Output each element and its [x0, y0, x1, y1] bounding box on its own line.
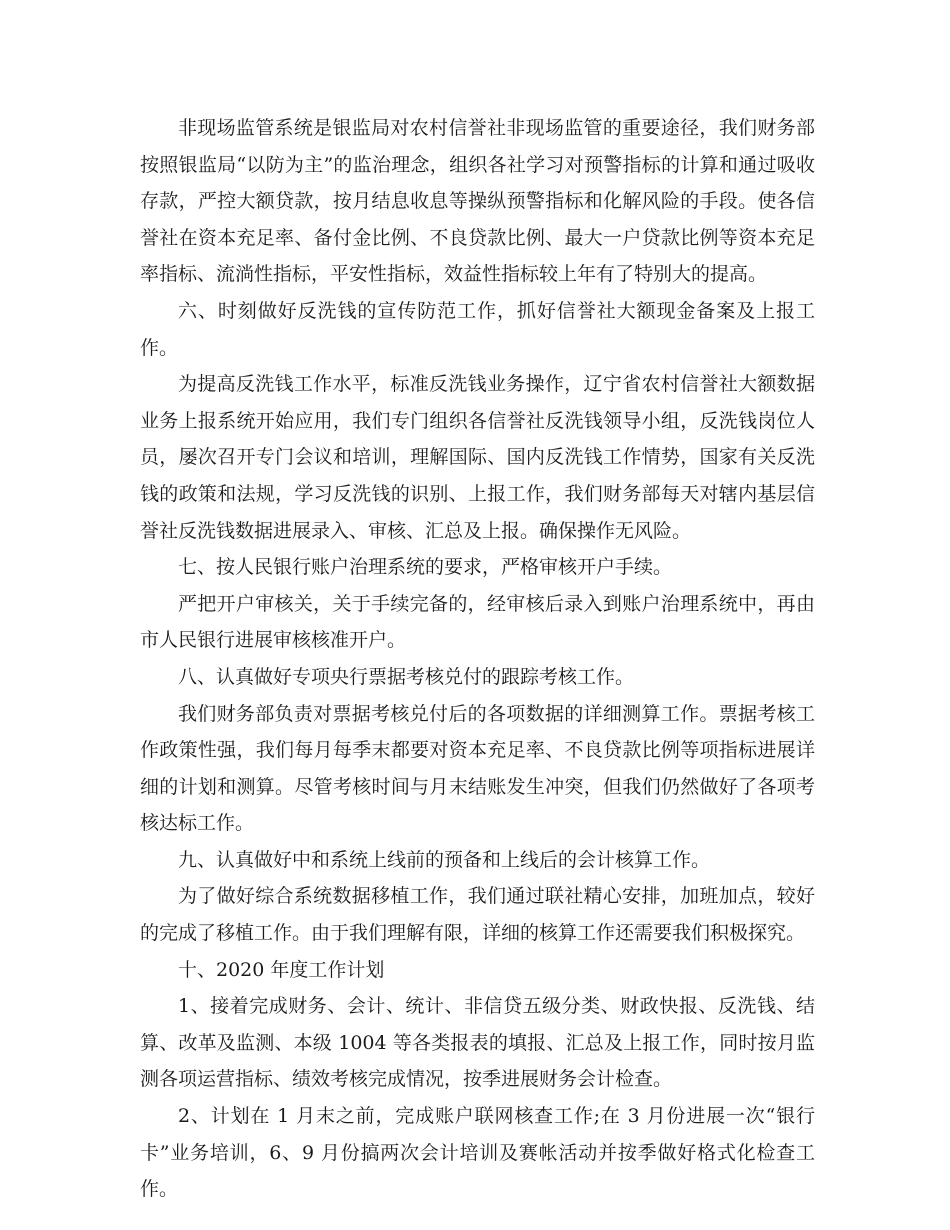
text-line: 流淌性指标，平安性指标，效益性指标较上年有了特别大的提高。	[216, 263, 768, 286]
text-line: 非现场监管系统是银监局对农村信誉社非现场监管的重要途径，我们财务部按	[140, 117, 815, 176]
text-line: 计划和测算。尽管考核时间与月末结账发生冲突，但我们仍然做好了各项考核达标	[140, 775, 815, 835]
paragraph-p4	[140, 549, 815, 586]
paragraph-p8	[140, 842, 815, 879]
text-line: 十、2020 年度工作计划	[178, 958, 385, 981]
paragraph-p12	[140, 1098, 815, 1208]
document-body	[140, 110, 815, 1208]
text-line: 屡次召开专门会议和培训，理解国际、国内反洗钱工作情势，国家有关反洗钱的政	[140, 446, 815, 505]
text-line: 改革及监测、本级 1004 等各类报表的填报、汇总及上报工作，同时按月监测各项	[140, 1031, 815, 1091]
text-line: 款，严控大额贷款，按月结息收息等操纵预警指标和化解风险的手段。使各信誉社	[140, 190, 815, 249]
paragraph-p1	[140, 110, 815, 293]
text-line: 务上报系统开始应用，我们专门组织各信誉社反洗钱领导小组，反洗钱岗位人员，	[140, 409, 815, 469]
text-line: 在资本充足率、备付金比例、不良贷款比例、最大一户贷款比例等资本充足率指标、	[140, 226, 815, 286]
text-line: 1、接着完成财务、会计、统计、非信贷五级分类、财政快报、反洗钱、结算、	[140, 995, 815, 1054]
paragraph-p7	[140, 696, 815, 842]
text-line: 完成了移植工作。由于我们理解有限，详细的核算工作还需要我们积极探究。	[159, 922, 806, 945]
text-line: 工作。	[197, 812, 255, 835]
paragraph-p9	[140, 878, 815, 951]
text-line: 九、认真做好中和系统上线前的预备和上线后的会计核算工作。	[178, 848, 711, 871]
text-line: 为提高反洗钱工作水平，标准反洗钱业务操作，辽宁省农村信誉社大额数据业	[140, 373, 815, 432]
text-line: 人民银行进展审核核准开户。	[159, 629, 407, 652]
text-line: 业务培训，6、9 月份搞两次会计培训及赛帐活动并按季做好格式化检查工作。	[140, 1141, 816, 1201]
paragraph-p5	[140, 586, 815, 659]
text-line: 我们财务部负责对票据考核兑付后的各项数据的详细测算工作。票据考核工作	[140, 702, 815, 762]
text-line: 八、认真做好专项央行票据考核兑付的跟踪考核工作。	[178, 665, 635, 688]
text-line: 七、按人民银行账户治理系统的要求，严格审核开户手续。	[178, 556, 673, 579]
text-line: 钱数据进展录入、审核、汇总及上报。确保操作无风险。	[216, 519, 692, 542]
paragraph-p10	[140, 952, 815, 989]
text-line: 运营指标、绩效考核完成情况，按季进展财务会计检查。	[197, 1068, 673, 1091]
text-line: 2、计划在 1 月末之前，完成账户联网核查工作;在 3 月份进展一次“银行卡”	[140, 1105, 815, 1164]
text-line: 政策性强，我们每月每季末都要对资本充足率、不良贷款比例等项指标进展详细的	[140, 739, 815, 798]
paragraph-p6	[140, 659, 815, 696]
text-line: 为了做好综合系统数据移植工作，我们通过联社精心安排，加班加点，较好的	[140, 885, 815, 945]
paragraph-p2	[140, 293, 815, 366]
text-line: 严把开户审核关，关于手续完备的，经审核后录入到账户治理系统中，再由市	[140, 592, 815, 652]
paragraph-p11	[140, 988, 815, 1098]
text-line: 六、时刻做好反洗钱的宣传防范工作，抓好信誉社大额现金备案及上报工作。	[140, 299, 815, 359]
text-line: 策和法规，学习反洗钱的识别、上报工作，我们财务部每天对辖内基层信誉社反洗	[140, 482, 815, 542]
text-line: 照银监局“以防为主”的监治理念，组织各社学习对预警指标的计算和通过吸收存	[140, 153, 815, 213]
paragraph-p3	[140, 366, 815, 549]
